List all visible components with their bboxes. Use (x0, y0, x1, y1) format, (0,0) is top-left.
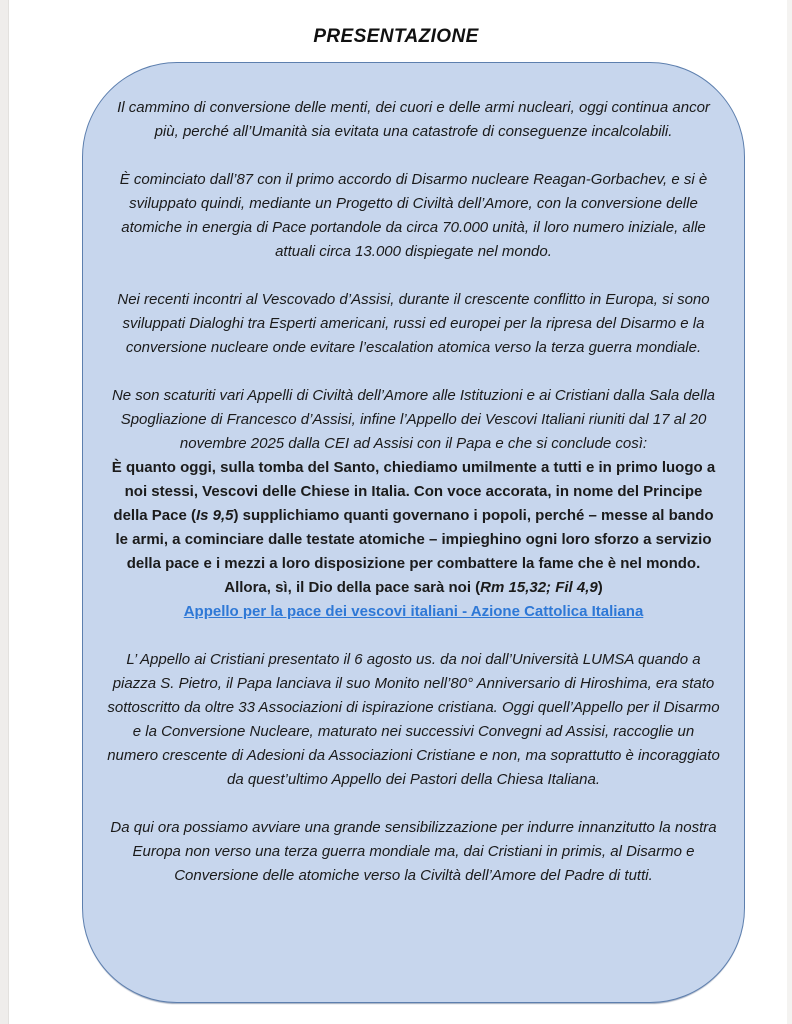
paragraph-appelli-intro: Ne son scaturiti vari Appelli di Civiltà dell’Amore alle Istituzioni e ai Cristiani dalla Sala della Spogliazione di Francesco d’Assisi, infine l’Appello dei Vescovi Italiani riuniti dal 17 al 20 novembre 2025 dalla CEI ad Assisi con il Papa e che si conclude così: (111, 387, 716, 452)
link-line (107, 600, 720, 624)
page-right-edge (787, 0, 792, 1024)
paragraph-disarmo-1987: È cominciato dall’87 con il primo accordo di Disarmo nucleare Reagan-Gorbachev, e si è sviluppato quindi, mediante un Progetto di Civiltà dell’Amore, con la conversione delle atomiche in energia di Pace portandole da circa 70.000 unità, il loro numero iniziale, alle attuali circa 13.000 dispiegate nel mondo. (119, 171, 708, 260)
paragraph-appello-cristiani-lumsa: L’ Appello ai Cristiani presentato il 6 agosto us. da noi dall’Università LUMSA quando a piazza S. Pietro, il Papa lanciava il suo Monito nell’80° Anniversario di Hiroshima, era stato sottoscritto da oltre 33 Associazioni di ispirazione cristiana. Oggi quell’Appello per il Disarmo e la Conversione Nucleare, maturato nei successivi Convegni ad Assisi, raccoglie un numero crescente di Adesioni da Associazioni Cristiane e non, ma soprattutto è incoraggiato da quest’ultimo Appello dei Pastori della Chiesa Italiana. (107, 651, 720, 788)
presentation-callout-box (82, 62, 745, 1003)
quote-segment-2: ) supplichiamo quanti governano i popoli, perché – messe al bando le armi, a cominciare dalle testate atomiche – impieghino ogni loro sforzo a servizio della pace e i mezzi a loro disposizione per combattere la fame che è nel mondo. Allora, sì, il Dio della pace sarà noi ( (115, 507, 714, 596)
quote-segment-1: È quanto oggi, sulla tomba del Santo, chiediamo umilmente a tutti e in primo luogo a noi stessi, Vescovi delle Chiese in Italia. Con voce accorata, in nome del Principe della Pace ( (111, 459, 716, 524)
quote-segment-3: ) (597, 579, 603, 596)
page-title: PRESENTAZIONE (313, 26, 479, 47)
paragraph-appello-vescovi-quote (107, 456, 720, 600)
paragraph-cammino-conversione: Il cammino di conversione delle menti, dei cuori e delle armi nucleari, oggi continua ancor più, perché all’Umanità sia evitata una catastrofe di conseguenze incalcolabili. (117, 99, 710, 140)
paragraph-sensibilizzazione-finale: Da qui ora possiamo avviare una grande sensibilizzazione per indurre innanzitutto la nostra Europa non verso una terza guerra mondiale ma, dai Cristiani in primis, al Disarmo e Conversione delle atomiche verso la Civiltà dell’Amore del Padre di tutti. (110, 819, 717, 884)
appello-pace-vescovi-link[interactable]: Appello per la pace dei vescovi italiani - Azione Cattolica Italiana (183, 603, 644, 620)
bible-reference-isaiah: Is 9,5 (195, 507, 234, 524)
page-left-edge (0, 0, 9, 1024)
paragraph-incontri-vescovado-assisi: Nei recenti incontri al Vescovado d’Assisi, durante il crescente conflitto in Europa, si sono sviluppati Dialoghi tra Esperti americani, russi ed europei per la ripresa del Disarmo e la conversione nucleare onde evitare l’escalation atomica verso la terza guerra mondiale. (117, 291, 710, 356)
bible-reference-romans-philippians: Rm 15,32; Fil 4,9 (480, 579, 598, 596)
